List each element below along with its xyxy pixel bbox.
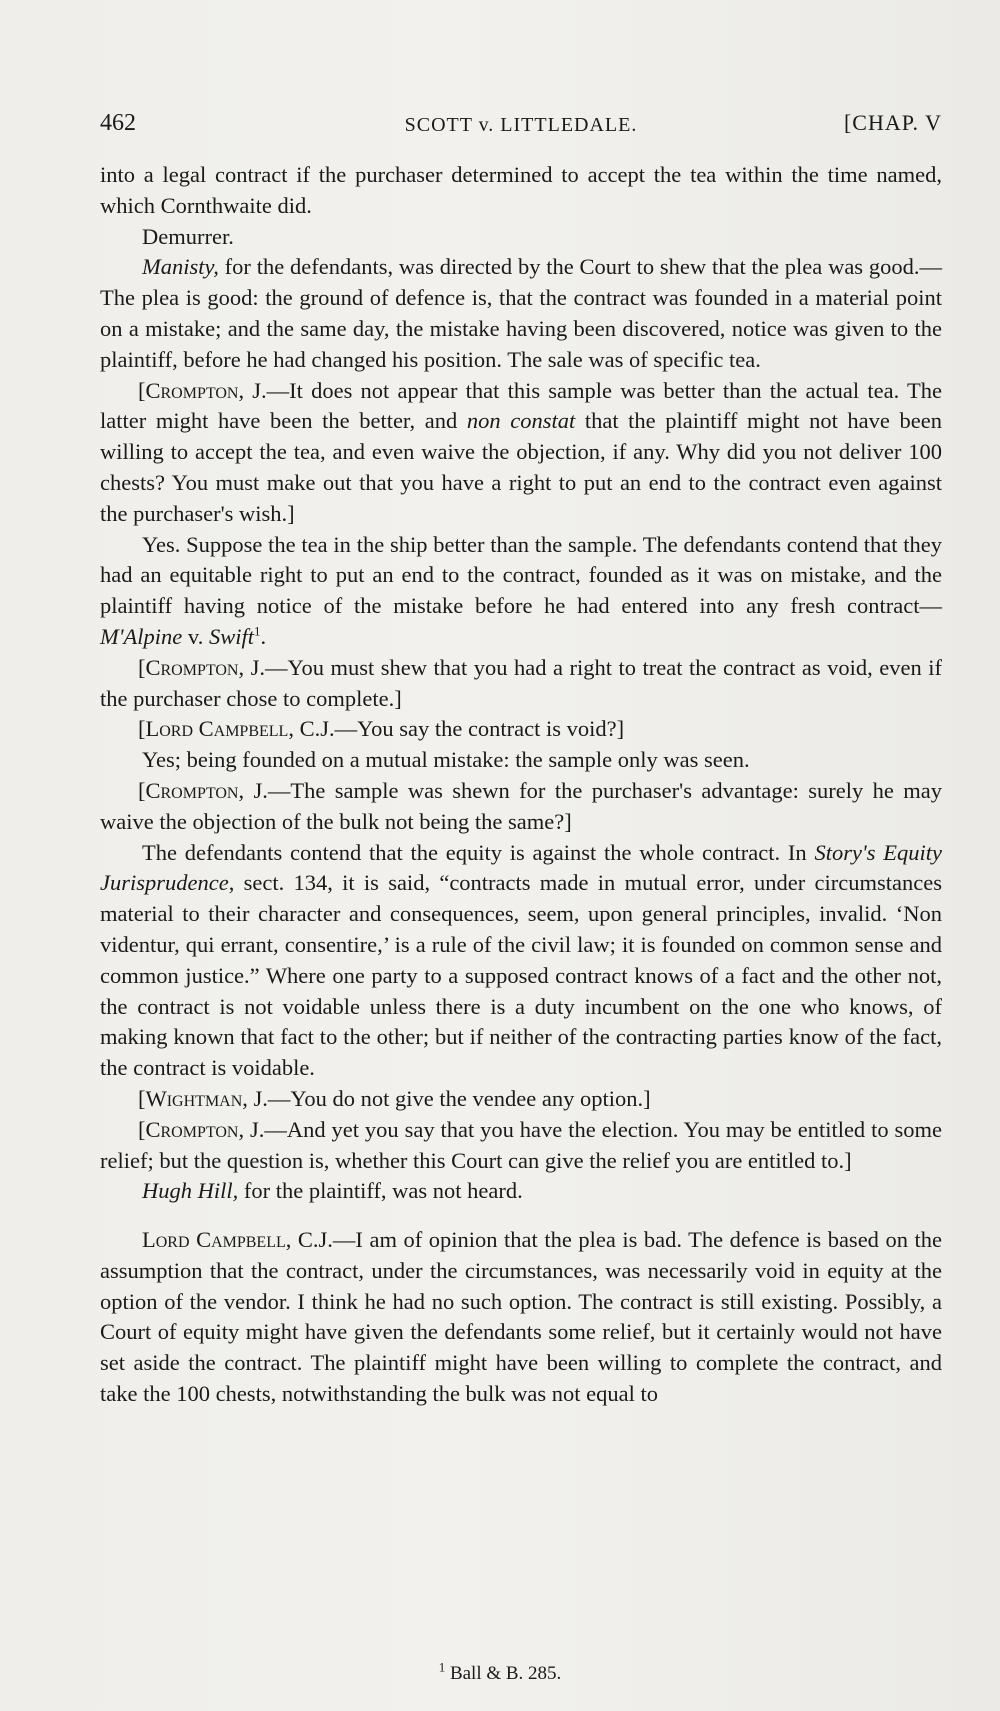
paragraph [100,1176,942,1207]
text-run: Demurrer. [142,223,234,249]
italic-text: Manisty, [142,254,219,280]
paragraph [100,1225,942,1410]
speaker-name: [Lord Campbell, C.J. [138,716,335,742]
speaker-name: [Crompton, J. [138,1116,265,1142]
italic-text: non constat [466,408,576,434]
footnote-text: Ball & B. 285. [449,1663,562,1684]
text-run: , sect. 134, it is said, “contracts made in mutual error, under circumstances material to their character and consequences, seem, upon general principles, invalid. ‘Non videntur, qui errant, consentire,’ is a rule of the civil law; it is founded on common sense and common justice.” Where one party to a supposed contract knows of a fact and the other not, the contract is not voidable unless there is a duty incumbent on the one who knows, of making known that fact to the other; but if neither of the contracting parties know of the fact, the contract is voidable. [100,870,942,1081]
speaker-name: [Crompton, J. [138,654,265,680]
paragraph [100,776,942,838]
footnote-ref: 1 [253,623,261,639]
speaker-name: [Crompton, J. [138,777,268,803]
page-header [100,110,942,146]
paragraph [100,222,942,253]
footnote-marker: 1 [438,1659,446,1675]
paragraph [100,1084,942,1115]
paragraph [100,252,942,375]
body-text [100,160,942,1410]
text-run: . [260,623,267,649]
text-run: into a legal contract if the purchaser determined to accept the tea within the time named, which Cornthwaite did. [100,162,942,218]
paragraph [100,838,942,1084]
text-run: —You say the contract is void?] [334,716,625,742]
text-run: —The sample was shewn for the purchaser's advantage: surely he may waive the objection of the bulk not being the same?] [100,777,942,834]
italic-text: Story's Equity Jurisprudence [100,839,943,896]
paragraph [100,653,942,715]
italic-text: Swift [208,623,254,649]
text-run: v. [182,623,209,649]
speaker-name: [Crompton, J. [138,377,267,403]
text-run: —I am of opinion that the plea is bad. The defence is based on the assumption that the contract, under the circumstances, was necessarily void in equity at the option of the vendor. I think he had no such option. The contract is still existing. Possibly, a Court of equity might have given the defendants some relief, but it certainly would not have set aside the contract. The plaintiff might have been willing to complete the contract, and take the 100 chests, notwithstanding the bulk was not equal to [100,1227,942,1407]
paragraph [100,376,942,530]
text-run: —You must shew that you had a right to treat the contract as void, even if the purchaser chose to complete.] [100,654,943,711]
footnote [0,1659,1000,1685]
text-run: The defendants contend that the equity is against the whole contract. In [142,839,815,865]
text-run: —It does not appear that this sample was better than the actual tea. The latter might have been the better, and [100,377,942,434]
italic-text: Hugh Hill, [142,1178,239,1204]
text-run: —You do not give the vendee any option.] [267,1085,651,1111]
text-run: for the plaintiff, was not heard. [238,1178,523,1204]
paragraph [100,160,942,222]
running-title: SCOTT v. LITTLEDALE. [404,114,638,136]
paragraph [100,714,942,745]
paragraph [100,745,942,776]
text-run: Yes; being founded on a mutual mistake: the sample only was seen. [142,747,750,773]
text-run: that the plaintiff might not have been willing to accept the tea, and even waive the objection, if any. Why did you not deliver 100 chests? You must make out that you have a right to put an end to the contract even against the purchaser's wish.] [100,408,942,526]
page-number: 462 [100,110,136,136]
chapter-label: [CHAP. V [843,110,942,135]
italic-text: M'Alpine [100,623,183,649]
speaker-name: [Wightman, J. [138,1085,268,1111]
speaker-name: Lord Campbell, C.J. [142,1227,333,1253]
text-run: —And yet you say that you have the election. You may be entitled to some relief; but the question is, whether this Court can give the relief you are entitled to.] [100,1116,942,1173]
paragraph [100,530,942,653]
text-run: Yes. Suppose the tea in the ship better than the sample. The defendants contend that they had an equitable right to put an end to the contract, founded as it was on mistake, and the plaintiff having notice of the mistake before he had entered into any fresh contract— [100,531,942,619]
text-run: for the defendants, was directed by the Court to shew that the plea was good.—The plea is good: the ground of defence is, that the contract was founded in a material point on a mistake; and the same day, the mistake having been discovered, notice was given to the plaintiff, before he had changed his position. The sale was of specific tea. [100,254,942,372]
paragraph [100,1115,942,1177]
